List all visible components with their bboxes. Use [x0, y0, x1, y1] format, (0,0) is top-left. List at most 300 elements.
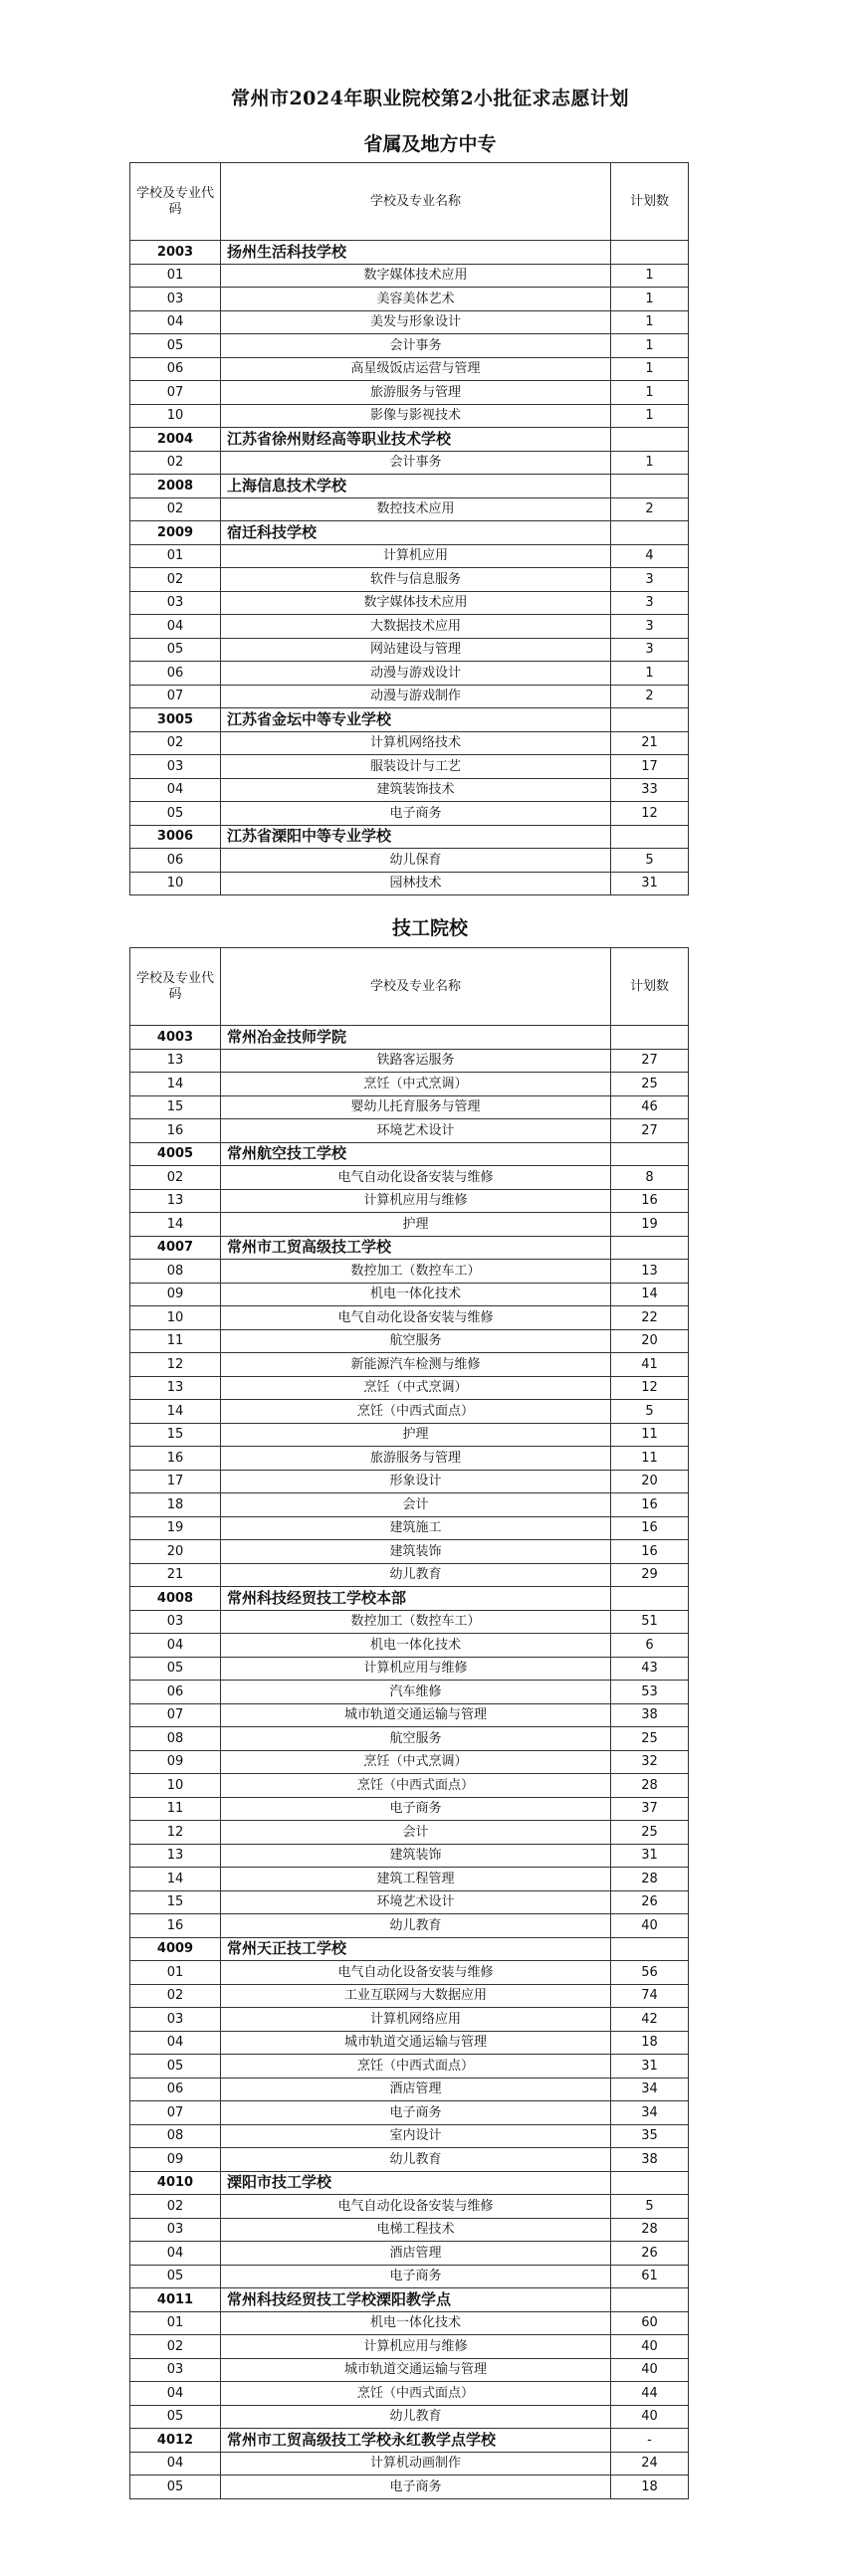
school-plan	[611, 1236, 689, 1260]
major-row	[130, 1563, 689, 1587]
major-code: 03	[130, 288, 221, 311]
major-row	[130, 1844, 689, 1868]
major-code: 01	[130, 1961, 221, 1985]
major-row	[130, 2358, 689, 2382]
major-code: 04	[130, 778, 221, 802]
school-code: 4005	[130, 1142, 221, 1166]
major-name: 软件与信息服务	[221, 568, 611, 592]
major-plan: 14	[611, 1283, 689, 1306]
major-code: 03	[130, 2218, 221, 2242]
major-code: 16	[130, 1119, 221, 1143]
major-plan: 18	[611, 2031, 689, 2055]
major-row	[130, 1774, 689, 1798]
major-code: 05	[130, 802, 221, 826]
major-plan: 1	[611, 404, 689, 428]
major-plan: 1	[611, 451, 689, 475]
major-plan: 3	[611, 638, 689, 662]
school-plan	[611, 241, 689, 265]
major-row	[130, 357, 689, 381]
major-row	[130, 544, 689, 568]
major-code: 09	[130, 1750, 221, 1774]
school-row	[130, 428, 689, 452]
major-code: 15	[130, 1095, 221, 1119]
school-code: 2008	[130, 475, 221, 498]
major-plan: 1	[611, 264, 689, 288]
major-name: 机电一体化技术	[221, 1283, 611, 1306]
major-plan: 40	[611, 2358, 689, 2382]
major-row	[130, 1703, 689, 1727]
major-row	[130, 2452, 689, 2476]
major-name: 幼儿教育	[221, 1914, 611, 1938]
major-row	[130, 1447, 689, 1471]
major-row	[130, 731, 689, 755]
major-plan: 3	[611, 568, 689, 592]
major-code: 02	[130, 497, 221, 521]
major-name: 电子商务	[221, 802, 611, 826]
school-code: 4008	[130, 1587, 221, 1611]
major-name: 服装设计与工艺	[221, 755, 611, 779]
major-code: 05	[130, 638, 221, 662]
table-header-row	[130, 948, 689, 1026]
major-code: 13	[130, 1844, 221, 1868]
school-row	[130, 1937, 689, 1961]
major-plan: 19	[611, 1213, 689, 1237]
major-row	[130, 1540, 689, 1564]
major-row	[130, 1821, 689, 1845]
major-plan: 11	[611, 1423, 689, 1447]
major-code: 10	[130, 404, 221, 428]
major-row	[130, 1260, 689, 1284]
major-row	[130, 1095, 689, 1119]
major-name: 建筑工程管理	[221, 1868, 611, 1891]
school-code: 4007	[130, 1236, 221, 1260]
major-plan: 74	[611, 1984, 689, 2008]
major-name: 铁路客运服务	[221, 1049, 611, 1073]
major-plan: 25	[611, 1821, 689, 1845]
school-code: 4011	[130, 2288, 221, 2312]
major-plan: 32	[611, 1750, 689, 1774]
major-plan: 28	[611, 2218, 689, 2242]
major-row	[130, 2148, 689, 2172]
major-name: 数字媒体技术应用	[221, 591, 611, 615]
school-plan	[611, 1937, 689, 1961]
major-code: 06	[130, 1681, 221, 1704]
table-header-row	[130, 163, 689, 241]
major-name: 形象设计	[221, 1470, 611, 1493]
school-row	[130, 475, 689, 498]
major-row	[130, 849, 689, 873]
major-plan: 2	[611, 685, 689, 708]
major-code: 03	[130, 591, 221, 615]
major-row	[130, 1119, 689, 1143]
major-name: 建筑装饰技术	[221, 778, 611, 802]
major-code: 02	[130, 1984, 221, 2008]
major-code: 11	[130, 1329, 221, 1353]
major-plan: 13	[611, 1260, 689, 1284]
major-row	[130, 755, 689, 779]
major-plan: 26	[611, 2242, 689, 2266]
major-row	[130, 2218, 689, 2242]
major-plan: 2	[611, 497, 689, 521]
major-plan: 16	[611, 1493, 689, 1517]
major-code: 14	[130, 1868, 221, 1891]
major-name: 动漫与游戏设计	[221, 662, 611, 686]
major-name: 机电一体化技术	[221, 1634, 611, 1658]
major-row	[130, 1961, 689, 1985]
major-row	[130, 2008, 689, 2032]
major-code: 14	[130, 1400, 221, 1424]
major-row	[130, 2335, 689, 2359]
major-row	[130, 1681, 689, 1704]
major-code: 14	[130, 1073, 221, 1096]
major-name: 会计	[221, 1821, 611, 1845]
major-code: 04	[130, 2382, 221, 2406]
major-row	[130, 2031, 689, 2055]
major-name: 幼儿教育	[221, 2405, 611, 2429]
school-code: 4010	[130, 2171, 221, 2195]
major-plan: 60	[611, 2311, 689, 2335]
school-name: 溧阳市技工学校	[221, 2171, 611, 2195]
major-row	[130, 1984, 689, 2008]
major-name: 烹饪（中式烹调）	[221, 1073, 611, 1096]
school-plan: -	[611, 2429, 689, 2453]
major-code: 02	[130, 568, 221, 592]
major-code: 19	[130, 1516, 221, 1540]
major-plan: 16	[611, 1189, 689, 1213]
major-row	[130, 2078, 689, 2101]
major-code: 05	[130, 1657, 221, 1681]
major-plan: 11	[611, 1447, 689, 1471]
major-code: 01	[130, 264, 221, 288]
school-code: 4009	[130, 1937, 221, 1961]
major-name: 园林技术	[221, 872, 611, 895]
major-name: 旅游服务与管理	[221, 1447, 611, 1471]
school-row	[130, 241, 689, 265]
major-name: 动漫与游戏制作	[221, 685, 611, 708]
major-plan: 40	[611, 2335, 689, 2359]
major-name: 旅游服务与管理	[221, 381, 611, 405]
major-row	[130, 1797, 689, 1821]
major-row	[130, 1400, 689, 1424]
major-name: 城市轨道交通运输与管理	[221, 1703, 611, 1727]
major-name: 室内设计	[221, 2124, 611, 2148]
major-plan: 35	[611, 2124, 689, 2148]
major-name: 护理	[221, 1213, 611, 1237]
major-row	[130, 2195, 689, 2219]
major-plan: 53	[611, 1681, 689, 1704]
major-name: 烹饪（中式烹调）	[221, 1750, 611, 1774]
major-name: 新能源汽车检测与维修	[221, 1353, 611, 1377]
major-code: 03	[130, 2358, 221, 2382]
major-plan: 3	[611, 591, 689, 615]
major-row	[130, 591, 689, 615]
major-name: 会计事务	[221, 451, 611, 475]
school-name: 上海信息技术学校	[221, 475, 611, 498]
major-plan: 8	[611, 1166, 689, 1190]
major-code: 05	[130, 2405, 221, 2429]
school-row	[130, 2171, 689, 2195]
major-code: 16	[130, 1447, 221, 1471]
major-code: 21	[130, 1563, 221, 1587]
major-row	[130, 1423, 689, 1447]
school-name: 常州科技经贸技工学校溧阳教学点	[221, 2288, 611, 2312]
major-plan: 34	[611, 2078, 689, 2101]
school-name: 常州市工贸高级技工学校永红教学点学校	[221, 2429, 611, 2453]
school-plan	[611, 1587, 689, 1611]
plan-table-provincial	[129, 162, 689, 895]
major-plan: 42	[611, 2008, 689, 2032]
major-plan: 40	[611, 2405, 689, 2429]
major-plan: 24	[611, 2452, 689, 2476]
major-row	[130, 2124, 689, 2148]
major-plan: 18	[611, 2476, 689, 2499]
major-code: 02	[130, 451, 221, 475]
major-code: 18	[130, 1493, 221, 1517]
major-code: 16	[130, 1914, 221, 1938]
major-plan: 21	[611, 731, 689, 755]
major-name: 计算机网络应用	[221, 2008, 611, 2032]
major-name: 计算机网络技术	[221, 731, 611, 755]
school-row	[130, 2429, 689, 2453]
major-row	[130, 1470, 689, 1493]
major-code: 04	[130, 2242, 221, 2266]
school-name: 常州科技经贸技工学校本部	[221, 1587, 611, 1611]
major-plan: 41	[611, 1353, 689, 1377]
major-plan: 20	[611, 1329, 689, 1353]
major-code: 06	[130, 662, 221, 686]
major-plan: 43	[611, 1657, 689, 1681]
major-name: 计算机应用与维修	[221, 1189, 611, 1213]
major-name: 数控加工（数控车工）	[221, 1260, 611, 1284]
major-code: 04	[130, 2452, 221, 2476]
major-name: 美发与形象设计	[221, 310, 611, 334]
header-name: 学校及专业名称	[221, 948, 611, 1026]
major-code: 07	[130, 381, 221, 405]
major-row	[130, 1283, 689, 1306]
major-row	[130, 2311, 689, 2335]
major-name: 城市轨道交通运输与管理	[221, 2031, 611, 2055]
major-name: 建筑施工	[221, 1516, 611, 1540]
major-code: 05	[130, 2055, 221, 2079]
school-name: 常州天正技工学校	[221, 1937, 611, 1961]
major-plan: 33	[611, 778, 689, 802]
major-code: 17	[130, 1470, 221, 1493]
major-plan: 4	[611, 544, 689, 568]
major-row	[130, 497, 689, 521]
major-code: 06	[130, 357, 221, 381]
major-row	[130, 2265, 689, 2288]
major-name: 航空服务	[221, 1727, 611, 1751]
major-code: 05	[130, 2476, 221, 2499]
school-name: 宿迁科技学校	[221, 521, 611, 545]
header-plan: 计划数	[611, 163, 689, 241]
major-code: 13	[130, 1376, 221, 1400]
major-row	[130, 778, 689, 802]
major-name: 烹饪（中西式面点）	[221, 2382, 611, 2406]
major-name: 计算机应用与维修	[221, 1657, 611, 1681]
major-plan: 38	[611, 2148, 689, 2172]
school-code: 4003	[130, 1026, 221, 1050]
major-plan: 44	[611, 2382, 689, 2406]
major-row	[130, 2382, 689, 2406]
major-code: 09	[130, 2148, 221, 2172]
major-code: 13	[130, 1049, 221, 1073]
major-plan: 5	[611, 2195, 689, 2219]
major-name: 计算机应用与维修	[221, 2335, 611, 2359]
header-code: 学校及专业代码	[130, 163, 221, 241]
major-code: 12	[130, 1821, 221, 1845]
major-row	[130, 1376, 689, 1400]
major-name: 建筑装饰	[221, 1540, 611, 1564]
major-plan: 1	[611, 381, 689, 405]
major-plan: 40	[611, 1914, 689, 1938]
school-plan	[611, 428, 689, 452]
major-row	[130, 662, 689, 686]
major-plan: 61	[611, 2265, 689, 2288]
major-plan: 12	[611, 802, 689, 826]
major-code: 08	[130, 2124, 221, 2148]
major-plan: 46	[611, 1095, 689, 1119]
major-row	[130, 451, 689, 475]
major-plan: 1	[611, 310, 689, 334]
section-title-2: 技工院校	[391, 917, 468, 939]
major-name: 数控技术应用	[221, 497, 611, 521]
major-plan: 25	[611, 1073, 689, 1096]
major-name: 烹饪（中式烹调）	[221, 1376, 611, 1400]
major-name: 工业互联网与大数据应用	[221, 1984, 611, 2008]
major-row	[130, 1750, 689, 1774]
school-name: 江苏省金坛中等专业学校	[221, 708, 611, 732]
major-plan: 16	[611, 1540, 689, 1564]
major-code: 04	[130, 2031, 221, 2055]
major-row	[130, 1353, 689, 1377]
school-row	[130, 1236, 689, 1260]
major-plan: 1	[611, 662, 689, 686]
major-row	[130, 1727, 689, 1751]
major-row	[130, 1868, 689, 1891]
major-plan: 31	[611, 872, 689, 895]
major-row	[130, 1634, 689, 1658]
major-code: 02	[130, 731, 221, 755]
school-row	[130, 521, 689, 545]
major-name: 电气自动化设备安装与维修	[221, 1306, 611, 1330]
major-row	[130, 1516, 689, 1540]
major-code: 02	[130, 2195, 221, 2219]
major-name: 电气自动化设备安装与维修	[221, 1961, 611, 1985]
major-name: 护理	[221, 1423, 611, 1447]
major-code: 15	[130, 1890, 221, 1914]
major-plan: 31	[611, 1844, 689, 1868]
major-name: 计算机应用	[221, 544, 611, 568]
major-code: 15	[130, 1423, 221, 1447]
major-name: 电气自动化设备安装与维修	[221, 1166, 611, 1190]
major-code: 11	[130, 1797, 221, 1821]
major-plan: 38	[611, 1703, 689, 1727]
major-plan: 37	[611, 1797, 689, 1821]
major-name: 酒店管理	[221, 2242, 611, 2266]
major-plan: 28	[611, 1868, 689, 1891]
major-plan: 29	[611, 1563, 689, 1587]
major-row	[130, 404, 689, 428]
school-code: 2004	[130, 428, 221, 452]
major-row	[130, 381, 689, 405]
major-plan: 1	[611, 357, 689, 381]
major-plan: 34	[611, 2101, 689, 2125]
header-code: 学校及专业代码	[130, 948, 221, 1026]
major-name: 美容美体艺术	[221, 288, 611, 311]
major-name: 高星级饭店运营与管理	[221, 357, 611, 381]
major-code: 04	[130, 1634, 221, 1658]
section-title-1: 省属及地方中专	[363, 133, 497, 155]
major-name: 会计事务	[221, 334, 611, 358]
major-plan: 31	[611, 2055, 689, 2079]
major-row	[130, 288, 689, 311]
school-plan	[611, 2171, 689, 2195]
major-name: 电子商务	[221, 1797, 611, 1821]
major-name: 幼儿教育	[221, 2148, 611, 2172]
major-plan: 12	[611, 1376, 689, 1400]
major-code: 09	[130, 1283, 221, 1306]
major-code: 02	[130, 1166, 221, 1190]
major-plan: 5	[611, 1400, 689, 1424]
major-code: 08	[130, 1727, 221, 1751]
major-row	[130, 2055, 689, 2079]
major-name: 电子商务	[221, 2265, 611, 2288]
major-plan: 1	[611, 334, 689, 358]
major-row	[130, 2476, 689, 2499]
major-row	[130, 1890, 689, 1914]
major-code: 10	[130, 1774, 221, 1798]
major-code: 03	[130, 1610, 221, 1634]
major-plan: 26	[611, 1890, 689, 1914]
school-code: 2003	[130, 241, 221, 265]
school-name: 常州冶金技师学院	[221, 1026, 611, 1050]
page-title: 常州市2024年职业院校第2小批征求志愿计划	[230, 88, 630, 109]
major-plan: 22	[611, 1306, 689, 1330]
major-name: 电梯工程技术	[221, 2218, 611, 2242]
major-row	[130, 1657, 689, 1681]
major-code: 07	[130, 685, 221, 708]
major-row	[130, 1073, 689, 1096]
major-plan: 27	[611, 1119, 689, 1143]
school-row	[130, 1587, 689, 1611]
major-row	[130, 1213, 689, 1237]
major-name: 烹饪（中西式面点）	[221, 1400, 611, 1424]
major-row	[130, 2101, 689, 2125]
major-row	[130, 568, 689, 592]
major-name: 电子商务	[221, 2101, 611, 2125]
major-name: 电子商务	[221, 2476, 611, 2499]
major-code: 07	[130, 2101, 221, 2125]
major-code: 14	[130, 1213, 221, 1237]
major-code: 03	[130, 2008, 221, 2032]
major-row	[130, 685, 689, 708]
major-row	[130, 1189, 689, 1213]
school-name: 常州市工贸高级技工学校	[221, 1236, 611, 1260]
major-row	[130, 2242, 689, 2266]
major-code: 10	[130, 872, 221, 895]
school-row	[130, 708, 689, 732]
major-name: 烹饪（中西式面点）	[221, 1774, 611, 1798]
major-code: 10	[130, 1306, 221, 1330]
major-row	[130, 1610, 689, 1634]
school-name: 常州航空技工学校	[221, 1142, 611, 1166]
header-name: 学校及专业名称	[221, 163, 611, 241]
major-code: 06	[130, 2078, 221, 2101]
major-plan: 1	[611, 288, 689, 311]
major-plan: 16	[611, 1516, 689, 1540]
school-plan	[611, 825, 689, 849]
